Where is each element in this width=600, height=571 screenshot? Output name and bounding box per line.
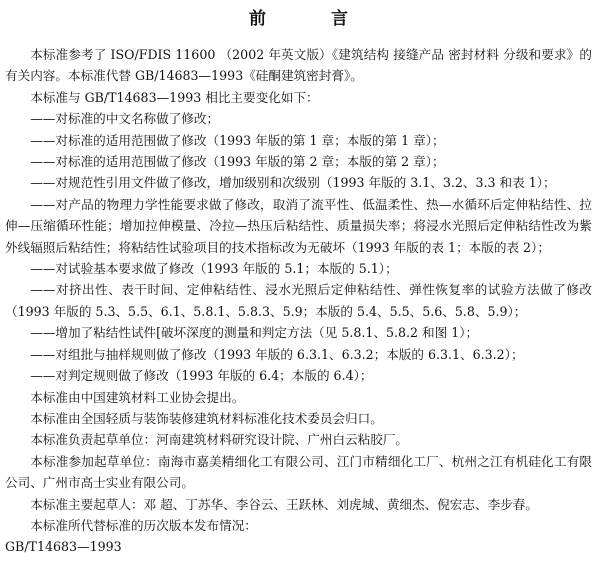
- paragraph-reference: 本标准参考了 ISO/FDIS 11600 （2002 年英文版）《建筑结构 接缝产品 密封材料 分级和要求》的有关内容。本标准代替 GB/14683—1993《硅酮建筑密封膏》。: [5, 47, 592, 84]
- paragraph-committee: 本标准由全国轻质与装饰装修建筑材料标准化技术委员会归口。: [30, 410, 383, 426]
- edition-history-item: GB/T14683—1993: [5, 539, 122, 555]
- paragraph-participating-drafters: 本标准参加起草单位：南海市嘉美精细化工有限公司、江门市精细化工厂、杭州之江有机硅化工有限公司、广州市高士实业有限公司。: [5, 453, 592, 491]
- change-item-sampling: ——对组批与抽样规则做了修改（1993 年版的 6.3.1、6.3.2；本版的 6.3.1、6.3.2）；: [30, 346, 524, 362]
- paragraph-main-drafters: 本标准主要起草人：邓 超、丁苏华、李谷云、王跃林、刘虎城、黄细杰、倪宏志、李步春。: [30, 496, 538, 512]
- paragraph-lead-drafters: 本标准负责起草单位：河南建筑材料研究设计院、广州白云粘胶厂。: [30, 432, 408, 448]
- change-item-name: ——对标准的中文名称做了修改；: [30, 111, 220, 127]
- paragraph-edition-history: 本标准所代替标准的历次版本发布情况：: [30, 517, 257, 533]
- change-item-references: ——对规范性引用文件做了修改，增加级别和次级别（1993 年版的 3.1、3.2、3.3 和表 1）；: [30, 175, 556, 191]
- paragraph-proposer: 本标准由中国建筑材料工业协会提出。: [30, 389, 245, 405]
- change-item-judgement: ——对判定规则做了修改（1993 年版的 6.4；本版的 6.4）；: [30, 368, 373, 384]
- change-item-scope-1: ——对标准的适用范围做了修改（1993 年版的第 1 章；本版的第 1 章）；: [30, 132, 445, 148]
- page-title: 前 言: [249, 9, 372, 29]
- change-item-adhesion-specimen: ——增加了粘结性试件[破坏深度的测量和判定方法（见 5.8.1、5.8.2 和图 1）；: [30, 325, 479, 341]
- change-item-test-requirements: ——对试验基本要求做了修改（1993 年版的 5.1；本版的 5.1）；: [30, 261, 398, 277]
- paragraph-changes-intro: 本标准与 GB/T14683—1993 相比主要变化如下：: [30, 89, 319, 105]
- change-item-properties: ——对产品的物理力学性能要求做了修改，取消了流平性、低温柔性、热—水循环后定伸粘结性、拉伸—压缩循环性能；增加拉伸模量、冷拉—热压后粘结性、质量损失率；将浸水光照后定伸粘结性改为紫外线辐照后粘结性；将粘结性试验项目的技术指标改为无破坏（1993 年版的表 1；本版的表 2）；: [5, 196, 592, 255]
- change-item-test-methods: ——对挤出性、表干时间、定伸粘结性、浸水光照后定伸粘结性、弹性恢复率的试验方法做了修改（1993 年版的 5.3、5.5、6.1、5.8.1、5.8.3、5.9；本版的 5.4、5.5、5.6、5.8、5.9）；: [5, 282, 592, 319]
- change-item-scope-2: ——对标准的适用范围做了修改（1993 年版的第 2 章；本版的第 2 章）；: [30, 154, 445, 170]
